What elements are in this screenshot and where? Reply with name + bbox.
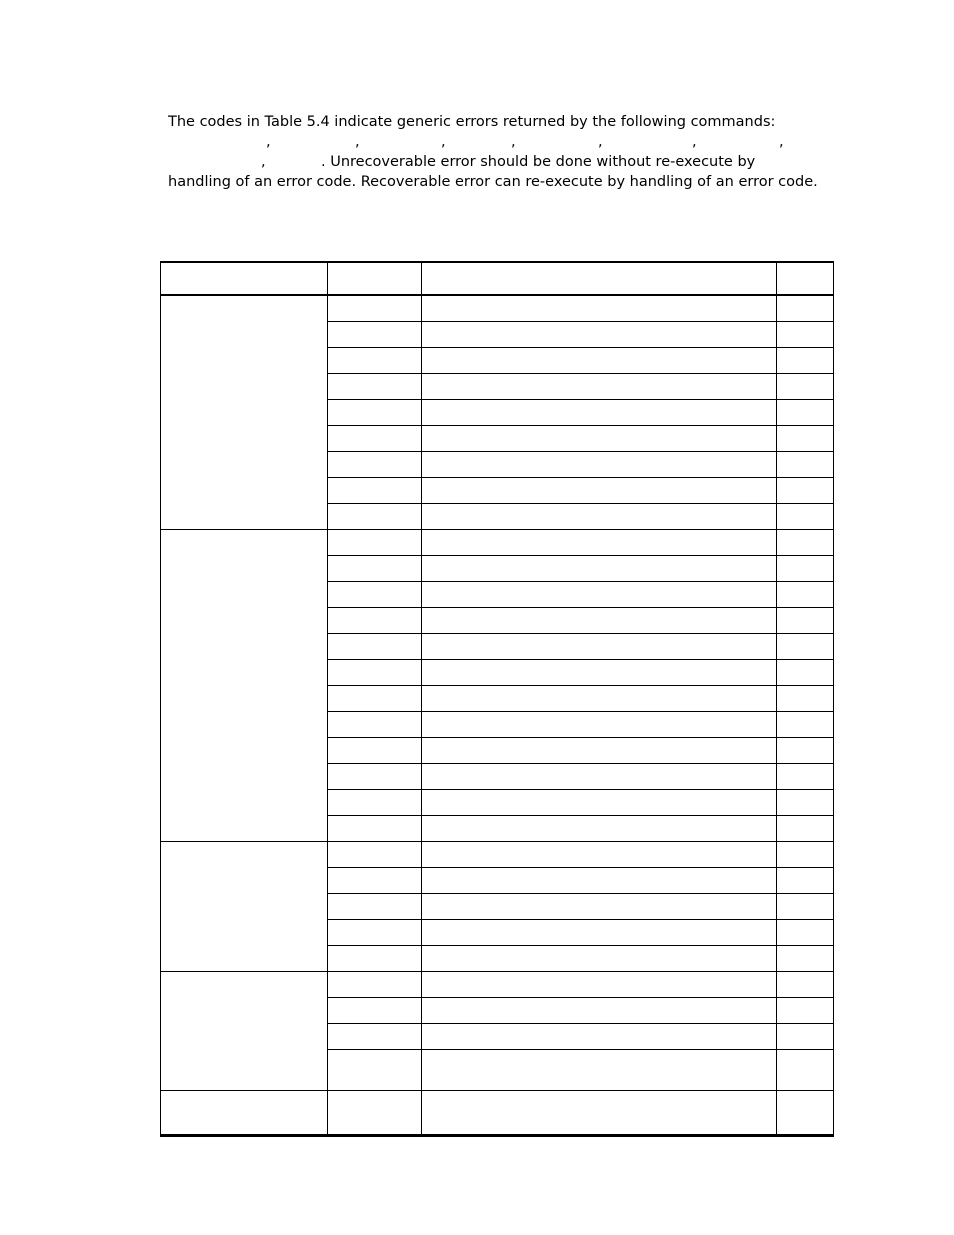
description-cell <box>422 763 777 789</box>
type-cell <box>777 737 834 763</box>
code-cell <box>328 971 422 997</box>
intro-line-3-text: . Unrecoverable error should be done without re-execute by <box>321 154 756 170</box>
description-cell <box>422 477 777 503</box>
separator-comma: , <box>441 134 446 150</box>
type-cell <box>777 867 834 893</box>
code-cell <box>328 477 422 503</box>
type-cell <box>777 1023 834 1049</box>
separator-comma: , <box>598 134 603 150</box>
code-cell <box>328 867 422 893</box>
description-cell <box>422 425 777 451</box>
type-cell <box>777 841 834 867</box>
code-cell <box>328 815 422 841</box>
description-cell <box>422 503 777 529</box>
code-cell <box>328 1090 422 1135</box>
code-cell <box>328 1023 422 1049</box>
description-cell <box>422 1049 777 1090</box>
separator-comma: , <box>692 134 697 150</box>
description-cell <box>422 347 777 373</box>
header-code <box>328 262 422 295</box>
table-row <box>161 971 834 997</box>
code-cell <box>328 1049 422 1090</box>
type-cell <box>777 503 834 529</box>
description-cell <box>422 321 777 347</box>
group-category-cell <box>161 1090 328 1135</box>
description-cell <box>422 451 777 477</box>
type-cell <box>777 893 834 919</box>
code-cell <box>328 789 422 815</box>
separator-comma: , <box>261 154 266 170</box>
type-cell <box>777 425 834 451</box>
type-cell <box>777 685 834 711</box>
header-description <box>422 262 777 295</box>
intro-line-4: handling of an error code. Recoverable error can re-execute by handling of an error code. <box>168 174 818 190</box>
description-cell <box>422 607 777 633</box>
code-cell <box>328 633 422 659</box>
group-category-cell <box>161 529 328 841</box>
group-category-cell <box>161 295 328 529</box>
type-cell <box>777 321 834 347</box>
description-cell <box>422 919 777 945</box>
code-cell <box>328 399 422 425</box>
separator-comma: , <box>511 134 516 150</box>
description-cell <box>422 815 777 841</box>
separator-comma: , <box>355 134 360 150</box>
type-cell <box>777 451 834 477</box>
code-cell <box>328 919 422 945</box>
code-cell <box>328 711 422 737</box>
type-cell <box>777 997 834 1023</box>
code-cell <box>328 347 422 373</box>
table-row <box>161 295 834 321</box>
error-code-table <box>160 261 834 1137</box>
type-cell <box>777 477 834 503</box>
type-cell <box>777 633 834 659</box>
code-cell <box>328 373 422 399</box>
table-row <box>161 841 834 867</box>
description-cell <box>422 1090 777 1135</box>
description-cell <box>422 295 777 321</box>
code-cell <box>328 555 422 581</box>
code-cell <box>328 529 422 555</box>
description-cell <box>422 373 777 399</box>
code-cell <box>328 425 422 451</box>
description-cell <box>422 737 777 763</box>
description-cell <box>422 867 777 893</box>
code-cell <box>328 659 422 685</box>
type-cell <box>777 581 834 607</box>
separator-comma: , <box>779 134 784 150</box>
code-cell <box>328 581 422 607</box>
table-header-row <box>161 262 834 295</box>
description-cell <box>422 581 777 607</box>
description-cell <box>422 997 777 1023</box>
type-cell <box>777 295 834 321</box>
type-cell <box>777 659 834 685</box>
type-cell <box>777 919 834 945</box>
code-cell <box>328 451 422 477</box>
code-cell <box>328 321 422 347</box>
type-cell <box>777 789 834 815</box>
type-cell <box>777 373 834 399</box>
intro-line-1: The codes in Table 5.4 indicate generic errors returned by the following commands: <box>168 114 776 130</box>
type-cell <box>777 1090 834 1135</box>
code-cell <box>328 503 422 529</box>
group-category-cell <box>161 971 328 1090</box>
description-cell <box>422 659 777 685</box>
type-cell <box>777 945 834 971</box>
description-cell <box>422 945 777 971</box>
description-cell <box>422 633 777 659</box>
code-cell <box>328 841 422 867</box>
header-category <box>161 262 328 295</box>
code-cell <box>328 607 422 633</box>
type-cell <box>777 399 834 425</box>
table-row <box>161 1090 834 1135</box>
separator-comma: , <box>266 134 271 150</box>
group-category-cell <box>161 841 328 971</box>
code-cell <box>328 945 422 971</box>
type-cell <box>777 607 834 633</box>
code-cell <box>328 295 422 321</box>
header-type <box>777 262 834 295</box>
description-cell <box>422 399 777 425</box>
description-cell <box>422 841 777 867</box>
type-cell <box>777 971 834 997</box>
description-cell <box>422 711 777 737</box>
description-cell <box>422 789 777 815</box>
table-row <box>161 529 834 555</box>
description-cell <box>422 971 777 997</box>
code-cell <box>328 685 422 711</box>
code-cell <box>328 763 422 789</box>
code-cell <box>328 893 422 919</box>
type-cell <box>777 529 834 555</box>
description-cell <box>422 1023 777 1049</box>
description-cell <box>422 893 777 919</box>
type-cell <box>777 1049 834 1090</box>
type-cell <box>777 711 834 737</box>
type-cell <box>777 763 834 789</box>
type-cell <box>777 815 834 841</box>
code-cell <box>328 737 422 763</box>
description-cell <box>422 555 777 581</box>
code-cell <box>328 997 422 1023</box>
description-cell <box>422 529 777 555</box>
type-cell <box>777 555 834 581</box>
type-cell <box>777 347 834 373</box>
description-cell <box>422 685 777 711</box>
